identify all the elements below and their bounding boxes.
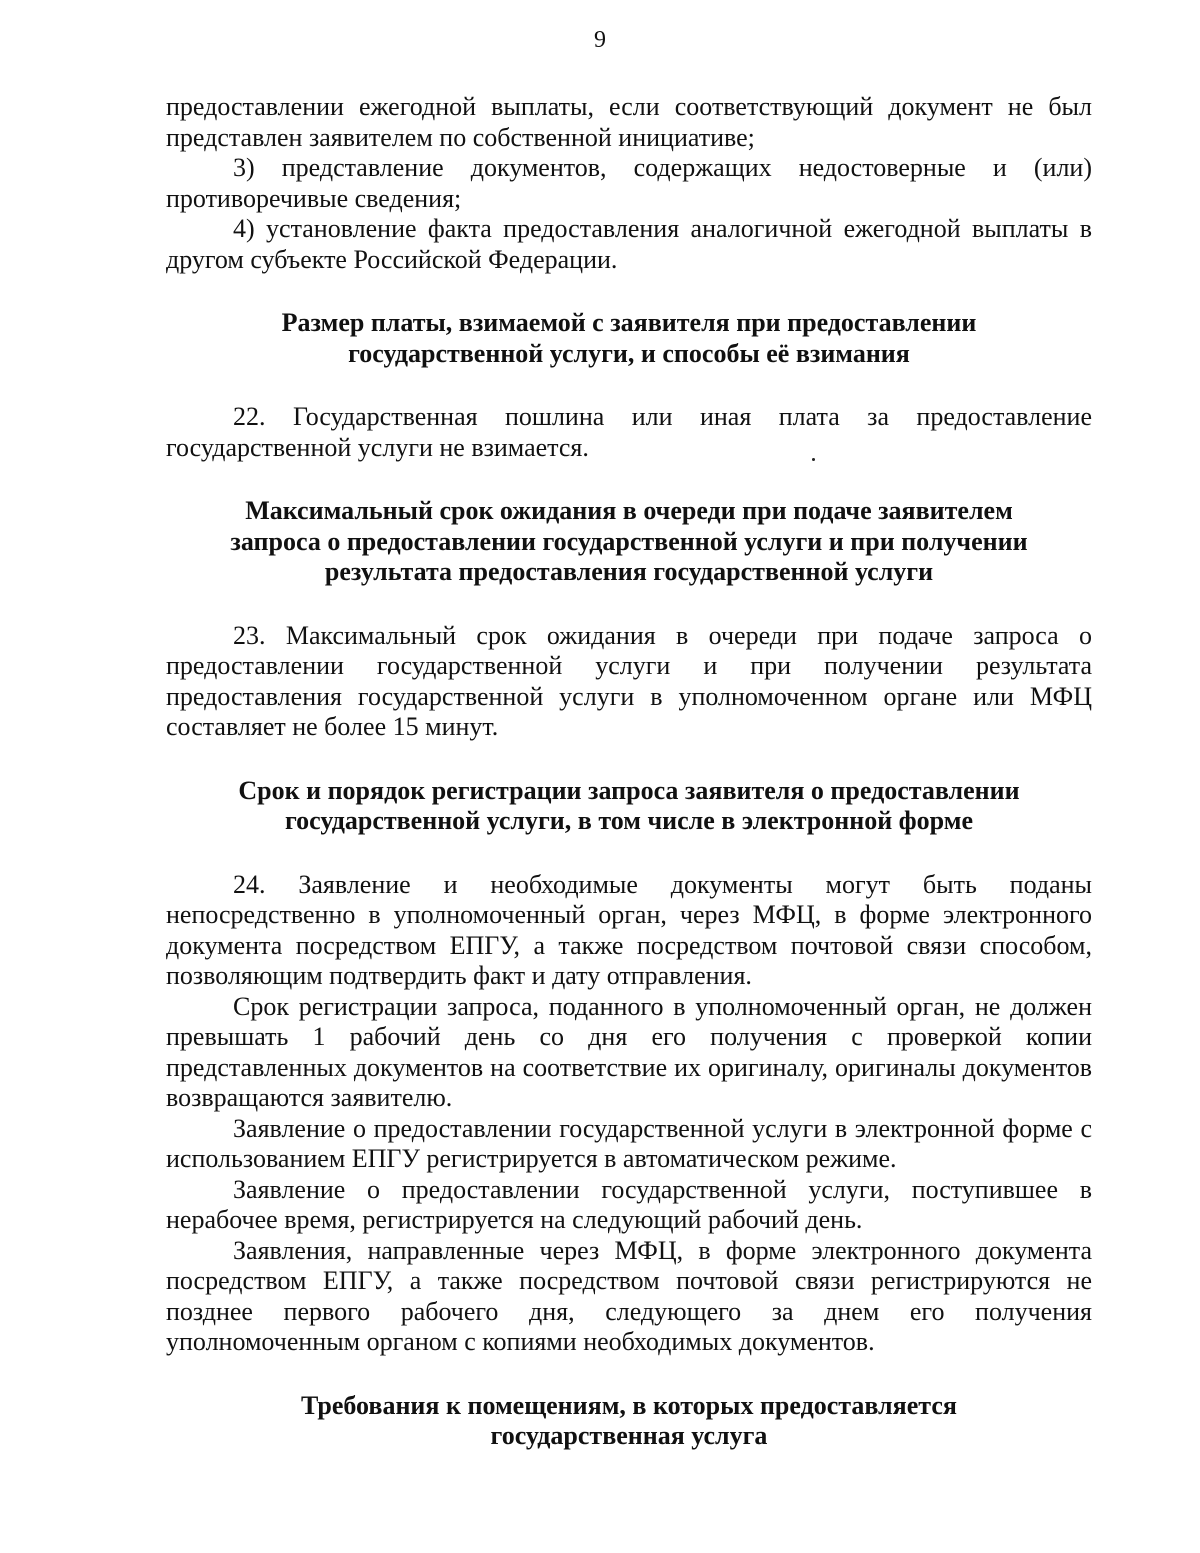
document-body [166, 92, 1092, 1452]
heading-line: государственной услуги, и способы её взимания [348, 338, 910, 368]
paragraph-registration-term: Срок регистрации запроса, поданного в уполномоченный орган, не должен превышать 1 рабочий день со дня его получения с проверкой копии представленных документов на соответствие их оригиналу, оригиналы документов возвращаются заявителю. [166, 991, 1092, 1112]
section-heading-registration [166, 776, 1092, 837]
paragraph-electronic-registration: Заявление о предоставлении государственной услуги в электронной форме с использованием ЕПГУ регистрируется в автоматическом режиме. [166, 1113, 1092, 1173]
section-heading-fee [166, 308, 1092, 369]
paragraph-non-working-time: Заявление о предоставлении государственной услуги, поступившее в нерабочее время, регистрируется на следующий рабочий день. [166, 1174, 1092, 1234]
section-heading-premises [166, 1391, 1092, 1452]
heading-line: результата предоставления государственной услуги [324, 557, 934, 586]
heading-line: государственной услуги, в том числе в электронной форме [285, 806, 973, 835]
list-item-3: 3) представление документов, содержащих недостоверные и (или) противоречивые сведения; [166, 153, 1092, 213]
heading-line: Размер платы, взимаемой с заявителя при предоставлении [281, 308, 977, 337]
paragraph-22: 22. Государственная пошлина или иная плата за предоставление государственной услуги не взимается. [166, 402, 1092, 462]
list-item-4: 4) установление факта предоставления аналогичной ежегодной выплаты в другом субъекте Российской Федерации. [166, 214, 1092, 274]
paragraph-23: 23. Максимальный срок ожидания в очереди при подаче запроса о предоставлении государственной услуги и при получении результата предоставления государственной услуги в уполномоченном органе или МФЦ составляет не более 15 минут. [166, 620, 1092, 741]
heading-line: Максимальный срок ожидания в очереди при подаче заявителем [245, 496, 1013, 525]
paragraph-mfc-registration: Заявления, направленные через МФЦ, в форме электронного документа посредством ЕПГУ, а также посредством почтовой связи регистрируются не позднее первого рабочего дня, следующего за днем его получения уполномоченным органом с копиями необходимых документов. [166, 1235, 1092, 1356]
paragraph-24: 24. Заявление и необходимые документы могут быть поданы непосредственно в уполномоченный орган, через МФЦ, в форме электронного документа посредством ЕПГУ, а также посредством почтовой связи способом, позволяющим подтвердить факт и дату отправления. [166, 869, 1092, 990]
heading-line: государственная услуга [490, 1421, 768, 1450]
heading-line: Срок и порядок регистрации запроса заявителя о предоставлении [238, 775, 1020, 805]
page-number: 9 [594, 27, 606, 53]
heading-line: Требования к помещениям, в которых предоставляется [301, 1390, 957, 1420]
heading-line: запроса о предоставлении государственной услуги и при получении [230, 526, 1028, 556]
section-heading-waiting-time [166, 496, 1092, 588]
scan-artifact-dot [812, 458, 815, 461]
paragraph-continuation: предоставлении ежегодной выплаты, если соответствующий документ не был представлен заявителем по собственной инициативе; [166, 92, 1092, 152]
